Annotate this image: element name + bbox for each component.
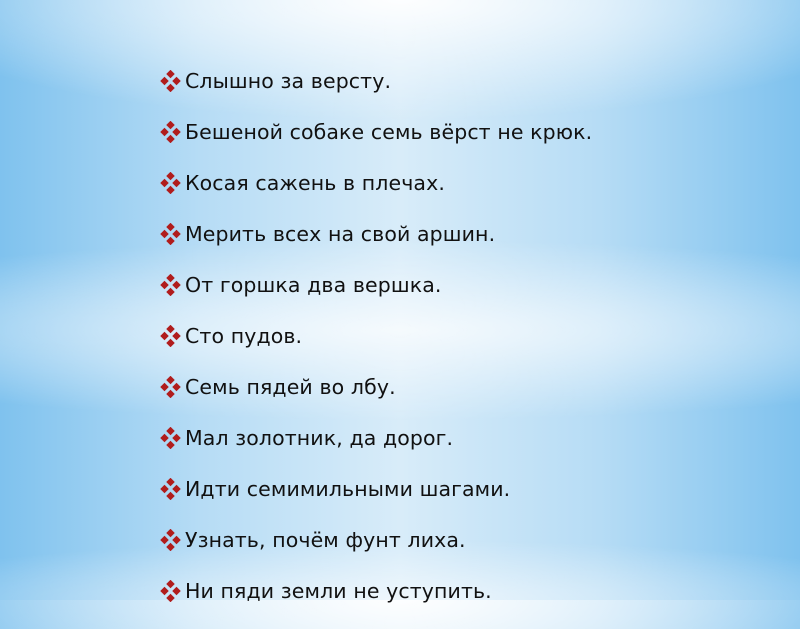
diamond-bullet-icon (158, 529, 185, 551)
list-item (158, 374, 592, 425)
diamond-bullet-icon (158, 376, 185, 398)
list-item (158, 425, 592, 476)
proverb-text: Узнать, почём фунт лиха. (185, 528, 466, 552)
proverb-text: Бешеной собаке семь вёрст не крюк. (185, 120, 593, 144)
proverb-text: Сто пудов. (185, 324, 303, 348)
list-item (158, 323, 592, 374)
diamond-bullet-icon (158, 427, 185, 449)
diamond-bullet-icon (158, 70, 185, 92)
list-item (158, 119, 592, 170)
list-item (158, 68, 592, 119)
proverb-text: Мерить всех на свой аршин. (185, 222, 496, 246)
proverb-text: От горшка два вершка. (185, 273, 442, 297)
diamond-bullet-icon (158, 274, 185, 296)
list-item (158, 476, 592, 527)
list-item (158, 578, 592, 629)
list-item (158, 221, 592, 272)
diamond-bullet-icon (158, 580, 185, 602)
proverb-text: Косая сажень в плечах. (185, 171, 445, 195)
diamond-bullet-icon (158, 121, 185, 143)
list-item (158, 527, 592, 578)
diamond-bullet-icon (158, 223, 185, 245)
diamond-bullet-icon (158, 325, 185, 347)
proverb-text: Мал золотник, да дорог. (185, 426, 454, 450)
list-item (158, 272, 592, 323)
proverb-text: Идти семимильными шагами. (185, 477, 511, 501)
proverb-text: Ни пяди земли не уступить. (185, 579, 492, 603)
proverb-text: Слышно за версту. (185, 69, 392, 93)
diamond-bullet-icon (158, 478, 185, 500)
diamond-bullet-icon (158, 172, 185, 194)
list-item (158, 170, 592, 221)
proverb-list (158, 68, 592, 629)
proverb-text: Семь пядей во лбу. (185, 375, 396, 399)
